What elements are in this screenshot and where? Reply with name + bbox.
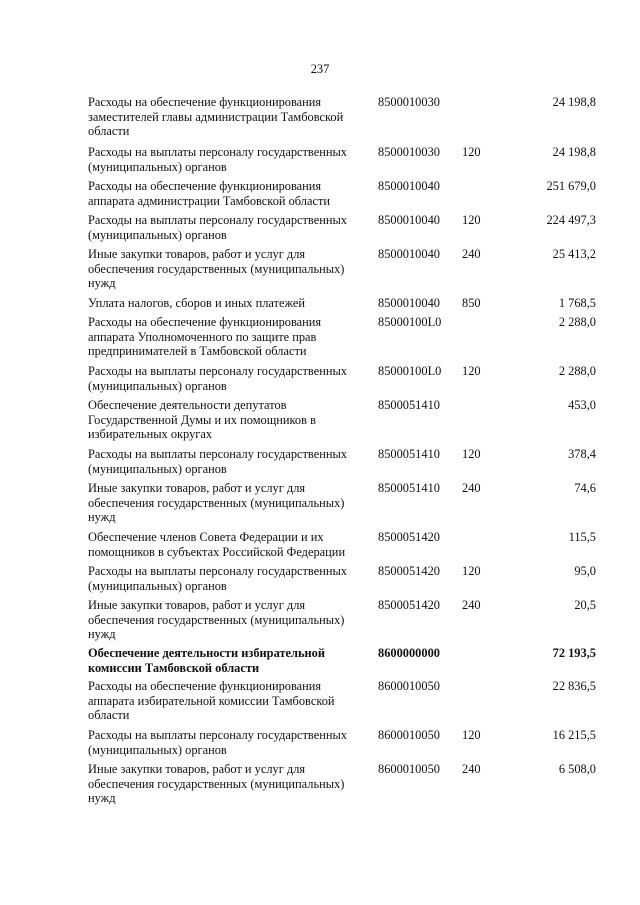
row-target-code: 85000100L0 — [378, 315, 442, 329]
row-amount: 95,0 — [574, 564, 596, 578]
row-amount: 1 768,5 — [558, 296, 596, 310]
row-description: Расходы на обеспечение функционирования заместителей главы администрации Тамбовской области — [88, 95, 344, 139]
row-target-code: 8500010040 — [378, 247, 440, 261]
row-description: Расходы на обеспечение функционирования аппарата избирательной комиссии Тамбовской области — [88, 679, 335, 723]
table-row — [88, 179, 608, 208]
row-expense-type: 240 — [462, 598, 481, 612]
row-amount: 378,4 — [568, 447, 596, 461]
table-row — [88, 447, 608, 476]
row-expense-type: 850 — [462, 296, 481, 310]
table-row — [88, 315, 608, 359]
row-amount: 115,5 — [568, 530, 596, 544]
row-expense-type: 120 — [462, 564, 481, 578]
row-target-code: 8500051420 — [378, 564, 440, 578]
row-description: Обеспечение деятельности избирательной комиссии Тамбовской области — [88, 646, 326, 675]
row-target-code: 8500010040 — [378, 179, 440, 193]
row-amount: 24 198,8 — [552, 145, 596, 159]
table-row — [88, 598, 608, 642]
row-description: Расходы на обеспечение функционирования аппарата администрации Тамбовской области — [88, 179, 331, 208]
row-description: Расходы на выплаты персоналу государственных (муниципальных) органов — [88, 364, 347, 393]
row-description: Уплата налогов, сборов и иных платежей — [88, 296, 306, 310]
row-target-code: 8500051420 — [378, 530, 440, 544]
row-target-code: 8500051420 — [378, 598, 440, 612]
row-description: Иные закупки товаров, работ и услуг для обеспечения государственных (муниципальных) нужд — [88, 762, 345, 806]
table-row — [88, 398, 608, 442]
row-description: Расходы на выплаты персоналу государственных (муниципальных) органов — [88, 564, 347, 593]
table-row — [88, 481, 608, 525]
row-target-code: 85000100L0 — [378, 364, 442, 378]
row-description: Расходы на выплаты персоналу государственных (муниципальных) органов — [88, 728, 347, 757]
row-target-code: 8500010040 — [378, 296, 440, 310]
table-row — [88, 95, 608, 139]
table-row — [88, 296, 608, 311]
table-row — [88, 728, 608, 757]
row-description: Расходы на выплаты персоналу государственных (муниципальных) органов — [88, 145, 347, 174]
row-amount: 20,5 — [574, 598, 596, 612]
row-amount: 24 198,8 — [552, 95, 596, 109]
row-amount: 2 288,0 — [558, 315, 596, 329]
row-amount: 16 215,5 — [552, 728, 596, 742]
row-description: Обеспечение деятельности депутатов Государственной Думы и их помощников в избирательных округах — [88, 398, 316, 442]
row-expense-type: 120 — [462, 145, 481, 159]
row-target-code: 8500051410 — [378, 481, 440, 495]
row-target-code: 8500010030 — [378, 95, 440, 109]
row-expense-type: 120 — [462, 447, 481, 461]
row-target-code: 8600000000 — [378, 646, 440, 660]
row-target-code: 8500010040 — [378, 213, 440, 227]
row-expense-type: 120 — [462, 213, 481, 227]
table-row — [88, 762, 608, 806]
row-description: Расходы на выплаты персоналу государственных (муниципальных) органов — [88, 447, 347, 476]
row-description: Иные закупки товаров, работ и услуг для обеспечения государственных (муниципальных) нужд — [88, 247, 345, 291]
table-row — [88, 145, 608, 174]
row-amount: 25 413,2 — [552, 247, 596, 261]
row-expense-type: 120 — [462, 728, 481, 742]
table-row — [88, 530, 608, 559]
row-amount: 224 497,3 — [546, 213, 596, 227]
row-description: Расходы на выплаты персоналу государственных (муниципальных) органов — [88, 213, 347, 242]
row-amount: 74,6 — [574, 481, 596, 495]
row-description: Иные закупки товаров, работ и услуг для обеспечения государственных (муниципальных) нужд — [88, 481, 345, 525]
row-expense-type: 240 — [462, 762, 481, 776]
row-description: Иные закупки товаров, работ и услуг для обеспечения государственных (муниципальных) нужд — [88, 598, 345, 642]
row-target-code: 8500051410 — [378, 447, 440, 461]
table-row — [88, 564, 608, 593]
row-amount: 453,0 — [568, 398, 596, 412]
table-row — [88, 364, 608, 393]
row-target-code: 8500010030 — [378, 145, 440, 159]
row-amount: 6 508,0 — [558, 762, 596, 776]
row-amount: 251 679,0 — [546, 179, 596, 193]
row-target-code: 8600010050 — [378, 728, 440, 742]
row-amount: 72 193,5 — [552, 646, 596, 660]
row-description: Обеспечение членов Совета Федерации и их помощников в субъектах Российской Федерации — [88, 530, 346, 559]
row-expense-type: 240 — [462, 481, 481, 495]
row-target-code: 8600010050 — [378, 679, 440, 693]
row-description: Расходы на обеспечение функционирования аппарата Уполномоченного по защите прав предпринимателей в Тамбовской области — [88, 315, 322, 359]
table-row — [88, 646, 608, 675]
page-number: 237 — [310, 62, 330, 76]
row-target-code: 8600010050 — [378, 762, 440, 776]
row-target-code: 8500051410 — [378, 398, 440, 412]
table-row — [88, 679, 608, 723]
row-amount: 22 836,5 — [552, 679, 596, 693]
table-row — [88, 247, 608, 291]
row-expense-type: 120 — [462, 364, 481, 378]
row-expense-type: 240 — [462, 247, 481, 261]
row-amount: 2 288,0 — [558, 364, 596, 378]
table-row — [88, 213, 608, 242]
